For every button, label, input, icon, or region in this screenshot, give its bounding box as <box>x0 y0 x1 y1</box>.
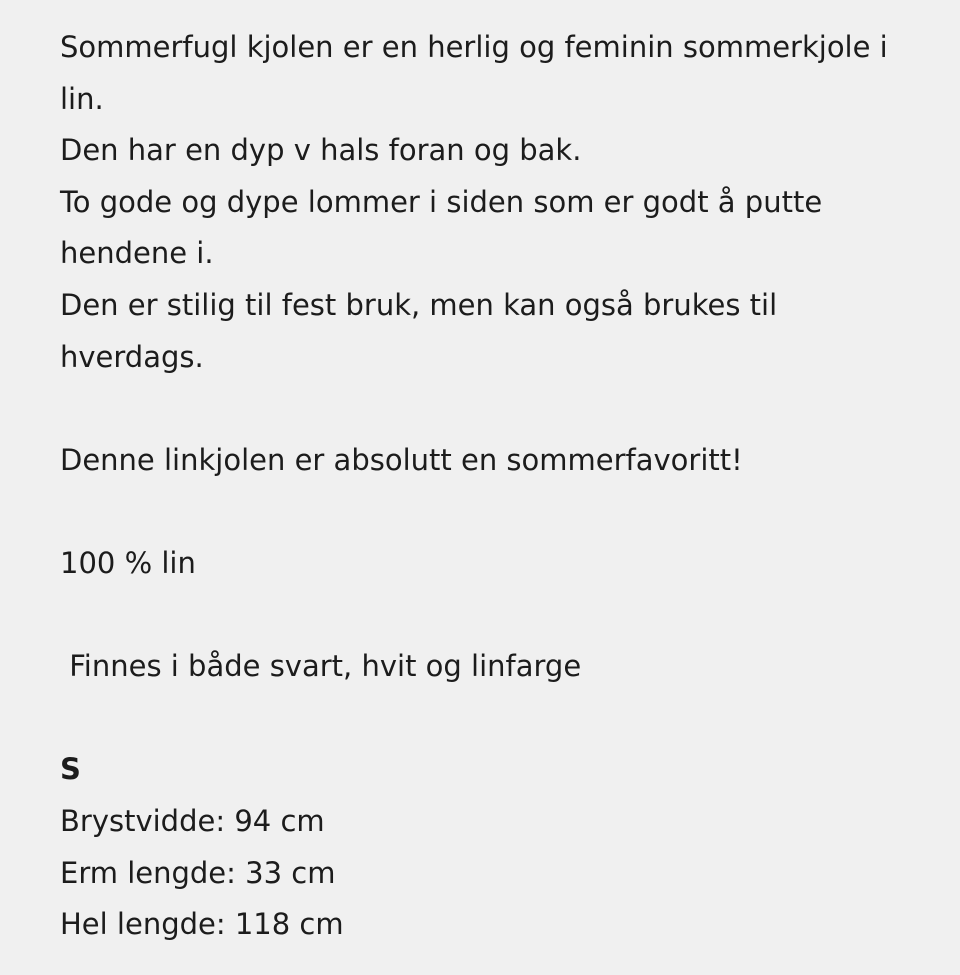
size-heading: S <box>60 752 81 787</box>
spacer <box>60 383 920 435</box>
size-sleeve: Erm lengde: 33 cm <box>60 855 336 890</box>
material-info: 100 % lin <box>60 545 196 580</box>
product-description <box>60 22 920 951</box>
description-intro-line2: lin. <box>60 81 104 116</box>
description-favorite: Denne linkjolen er absolutt en sommerfavoritt! <box>60 442 743 477</box>
size-chest: Brystvidde: 94 cm <box>60 803 325 838</box>
spacer <box>60 486 920 538</box>
spacer <box>60 590 920 642</box>
description-pockets-line2: hendene i. <box>60 236 214 271</box>
description-pockets-line1: To gode og dype lommer i siden som er godt å putte <box>60 184 823 219</box>
description-neckline: Den har en dyp v hals foran og bak. <box>60 133 582 168</box>
color-options: Finnes i både svart, hvit og linfarge <box>60 649 582 684</box>
description-usage-line1: Den er stilig til fest bruk, men kan også brukes til <box>60 287 778 322</box>
size-length: Hel lengde: 118 cm <box>60 907 344 942</box>
description-intro-line1: Sommerfugl kjolen er en herlig og feminin sommerkjole i <box>60 30 888 64</box>
spacer <box>60 693 920 745</box>
description-usage-line2: hverdags. <box>60 339 204 374</box>
